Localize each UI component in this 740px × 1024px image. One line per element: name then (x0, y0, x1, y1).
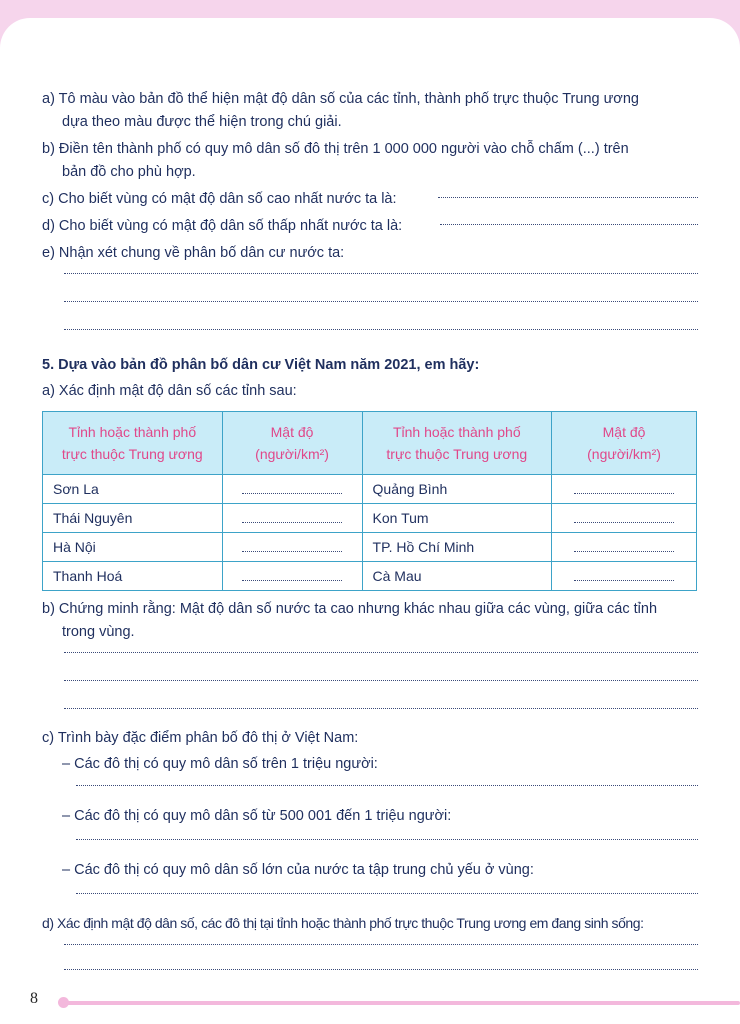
q5-item-a: a) Xác định mật độ dân số các tỉnh sau: (42, 383, 297, 399)
q5-c-sub1: – Các đô thị có quy mô dân số trên 1 triệu người: (62, 756, 378, 772)
province-name: Cà Mau (362, 562, 552, 591)
answer-line-e-3[interactable] (64, 327, 698, 330)
q5-item-b-line1: b) Chứng minh rằng: Mật độ dân số nước ta cao nhưng khác nhau giữa các vùng, giữa các tỉnh (42, 601, 658, 617)
density-answer[interactable] (222, 562, 362, 591)
footer-divider (62, 1001, 740, 1005)
item-c: c) Cho biết vùng có mật độ dân số cao nhất nước ta là: (42, 191, 397, 207)
q5-c-sub3: – Các đô thị có quy mô dân số lớn của nước ta tập trung chủ yếu ở vùng: (62, 862, 534, 878)
item-b-line1: b) Điền tên thành phố có quy mô dân số đô thị trên 1 000 000 người vào chỗ chấm (...) trên (42, 141, 629, 157)
province-name: Thái Nguyên (43, 504, 223, 533)
item-e: e) Nhận xét chung về phân bố dân cư nước ta: (42, 245, 345, 261)
table-row (43, 504, 697, 533)
answer-line-q5b-3[interactable] (64, 706, 698, 709)
table-header-row (43, 412, 697, 475)
province-name: Quảng Bình (362, 475, 552, 504)
question-5-title: 5. Dựa vào bản đồ phân bố dân cư Việt Nam năm 2021, em hãy: (42, 357, 480, 373)
province-name: Thanh Hoá (43, 562, 223, 591)
header-density-right: Mật độ (người/km²) (552, 412, 697, 475)
header-province-right: Tỉnh hoặc thành phố trực thuộc Trung ương (362, 412, 552, 475)
answer-line-e-2[interactable] (64, 299, 698, 302)
header-province-left: Tỉnh hoặc thành phố trực thuộc Trung ương (43, 412, 223, 475)
footer-dot-icon (58, 997, 69, 1008)
province-name: Kon Tum (362, 504, 552, 533)
page-number: 8 (30, 990, 38, 1007)
density-table (42, 411, 697, 591)
answer-line-q5d-2[interactable] (64, 967, 698, 970)
density-answer[interactable] (552, 533, 697, 562)
q5-item-d: d) Xác định mật độ dân số, các đô thị tại tỉnh hoặc thành phố trực thuộc Trung ương em đang sinh sống: (42, 915, 644, 931)
density-answer[interactable] (222, 533, 362, 562)
item-b-line2: bản đồ cho phù hợp. (62, 164, 196, 180)
answer-line-c[interactable] (438, 195, 698, 198)
answer-line-q5c-2[interactable] (76, 837, 698, 840)
province-name: TP. Hồ Chí Minh (362, 533, 552, 562)
province-name: Hà Nội (43, 533, 223, 562)
table-row (43, 533, 697, 562)
density-answer[interactable] (222, 504, 362, 533)
header-density-left: Mật độ (người/km²) (222, 412, 362, 475)
density-answer[interactable] (552, 475, 697, 504)
q5-item-b-line2: trong vùng. (62, 624, 135, 640)
answer-line-q5b-2[interactable] (64, 678, 698, 681)
density-answer[interactable] (552, 562, 697, 591)
answer-line-q5c-1[interactable] (76, 783, 698, 786)
q5-c-sub2: – Các đô thị có quy mô dân số từ 500 001 đến 1 triệu người: (62, 808, 452, 824)
item-a-line2: dựa theo màu được thể hiện trong chú giải. (62, 114, 342, 130)
answer-line-q5d-1[interactable] (64, 942, 698, 945)
table-row (43, 562, 697, 591)
answer-line-d[interactable] (440, 222, 698, 225)
answer-line-e-1[interactable] (64, 271, 698, 274)
table-row (43, 475, 697, 504)
province-name: Sơn La (43, 475, 223, 504)
answer-line-q5c-3[interactable] (76, 891, 698, 894)
q5-item-c: c) Trình bày đặc điểm phân bố đô thị ở Việt Nam: (42, 730, 359, 746)
answer-line-q5b-1[interactable] (64, 650, 698, 653)
item-d: d) Cho biết vùng có mật độ dân số thấp nhất nước ta là: (42, 218, 403, 234)
density-answer[interactable] (222, 475, 362, 504)
density-answer[interactable] (552, 504, 697, 533)
item-a-line1: a) Tô màu vào bản đồ thể hiện mật độ dân số của các tỉnh, thành phố trực thuộc Trung ương (42, 91, 639, 107)
